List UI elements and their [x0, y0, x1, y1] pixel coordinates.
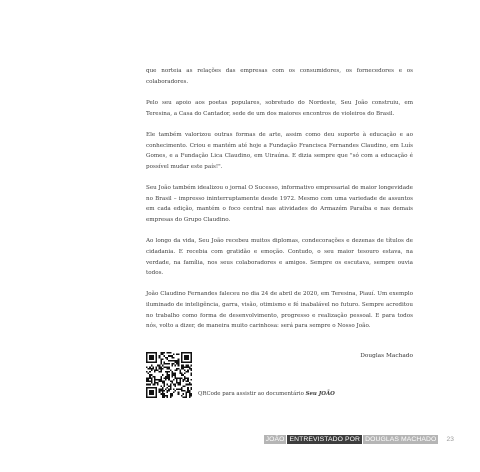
footer-interviewed-by: ENTREVISTADO POR [289, 436, 361, 443]
paragraph: que norteia as relações das empresas com os consumidores, os fornecedores e os colaboradores. [146, 68, 413, 85]
documentary-title: Seu JOÃO [305, 391, 335, 397]
paragraph: Ao longo da vida, Seu João recebeu muitos diplomas, condecorações e dezenas de títulos de cidadania. E recebia com gratidão e emoção. Contudo, o seu maior tesouro estava, na verdade, na família, nos seus colaboradores e amigos. Sempre os escutava, sempre ouvia todos. [146, 238, 413, 277]
page-number: 23 [446, 436, 454, 443]
author-signature: Douglas Machado [360, 353, 413, 359]
qr-code[interactable] [146, 352, 192, 398]
paragraph: Seu João também idealizou o jornal O Sucesso, informativo empresarial de maior longevidade no Brasil – impresso ininterruptamente desde 1972. Mesmo com uma variedade de assuntos em cada edição, mantém o foco central nas atividades do Armazém Paraíba e nas demais empresas do Grupo Claudino. [146, 185, 413, 223]
qr-caption-text: QRCode para assistir ao documentário [198, 391, 304, 397]
qr-caption [198, 391, 335, 397]
paragraph: João Claudino Fernandes faleceu no dia 24 de abril de 2020, em Teresina, Piauí. Um exemplo iluminado de inteligência, garra, visão, otimismo e fé inabalável no futuro. Sempre acreditou no trabalho como forma de desenvolvimento, progresso e realização pessoal. E para todos nós, volto a dizer, de maneira muito carinhosa: será para sempre o Nosso João. [146, 291, 413, 330]
footer-title: JOÃO [265, 436, 285, 443]
qr-code-icon [146, 352, 192, 398]
paragraph: Pelo seu apoio aos poetas populares, sobretudo do Nordeste, Seu João construiu, em Teresina, a Casa do Cantador, sede de um dos maiores encontros de violeiros do Brasil. [146, 99, 413, 117]
article-body [146, 66, 413, 343]
footer-author: DOUGLAS MACHADO [365, 436, 437, 443]
running-footer [264, 435, 454, 444]
paragraph: Ele também valorizou outras formas de arte, assim como deu suporte à educação e ao conhecimento. Criou e mantém até hoje a Fundação Francisca Fernandes Claudino, em Luís Gomes, e a Fundação Lica Claudino, em Uiraúna. E dizia sempre que "só com a educação é possível mudar este país!". [146, 131, 413, 170]
